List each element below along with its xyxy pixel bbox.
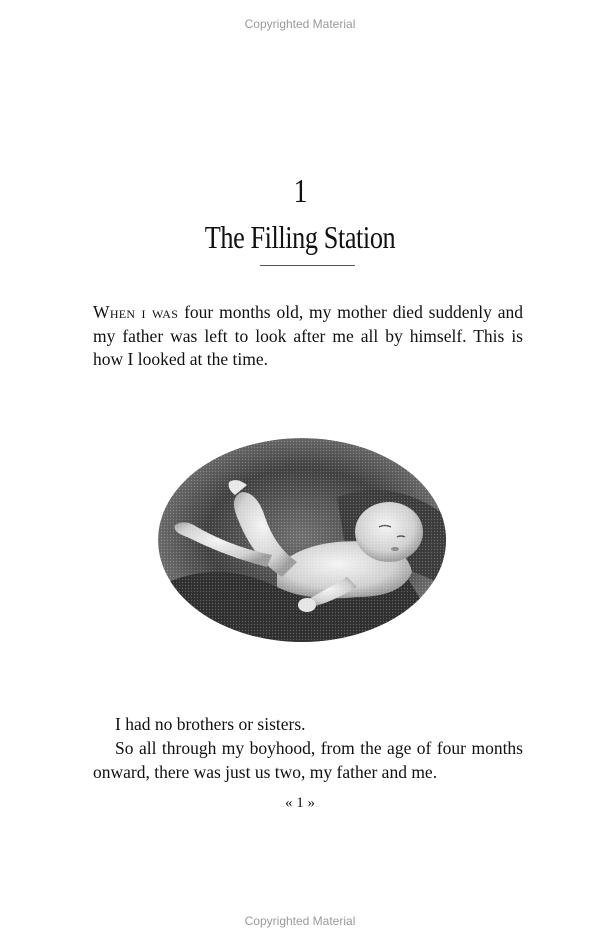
baby-photo-image xyxy=(157,437,447,643)
copyright-watermark-bottom: Copyrighted Material xyxy=(244,914,356,928)
page-number: « 1 » xyxy=(285,795,315,811)
opening-small-caps: When i was xyxy=(93,302,179,322)
paragraph-siblings: I had no brothers or sisters. xyxy=(115,714,306,734)
baby-photo xyxy=(157,437,447,643)
opening-text: four months old, my mother died suddenly and my father was left to look after me all by himself. This is how I looked at the time. xyxy=(93,302,523,369)
chapter-number: 1 xyxy=(293,173,307,210)
title-divider xyxy=(260,265,355,266)
chapter-title: The Filling Station xyxy=(204,219,396,255)
paragraph-opening xyxy=(93,301,523,372)
paragraph-boyhood: So all through my boyhood, from the age of four months onward, there was just us two, my father and me. xyxy=(93,738,523,782)
copyright-watermark-top: Copyrighted Material xyxy=(244,17,356,31)
